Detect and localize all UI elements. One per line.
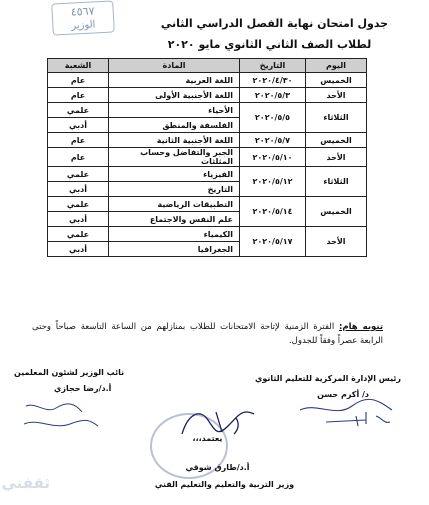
section-cell: عام	[48, 73, 109, 88]
subject-cell: علم النفس والاجتماع	[109, 212, 240, 227]
date-cell: ٢٠٢٠/٥/١٤	[240, 197, 306, 227]
important-note	[32, 320, 383, 348]
right-signature-scribble	[296, 396, 411, 430]
section-cell: أدبي	[48, 212, 109, 227]
table-row	[48, 227, 367, 242]
table-header-row	[48, 59, 367, 73]
date-cell: ٢٠٢٠/٥/٥	[240, 103, 306, 133]
subject-cell: اللغة الأجنبية الثانية	[109, 133, 240, 148]
subject-cell: الفلسفة والمنطق	[109, 118, 240, 133]
central-admin-title: رئيس الإدارة المركزية للتعليم الثانوي	[255, 374, 401, 383]
subject-cell: اللغة الأجنبية الأولى	[109, 88, 240, 103]
date-cell: ٢٠٢٠/٥/١٧	[240, 227, 306, 257]
section-cell: عام	[48, 148, 109, 167]
subject-cell: التاريخ	[109, 182, 240, 197]
day-cell: الأحد	[306, 88, 367, 103]
central-admin-name: د/ أكرم حسن	[317, 390, 369, 399]
header-day: اليوم	[306, 59, 367, 73]
subject-cell: التطبيقات الرياضية	[109, 197, 240, 212]
day-cell: الأحد	[306, 148, 367, 167]
header-subject: المادة	[109, 59, 240, 73]
day-cell: الثلاثاء	[306, 167, 367, 197]
exam-schedule-table	[47, 58, 367, 257]
table-row	[48, 133, 367, 148]
deputy-minister-name: أ.د/رضا حجازي	[54, 384, 112, 393]
subject-cell: الجبر والتفاضل وحساب المثلثات	[109, 148, 240, 167]
subject-cell: الجغرافيا	[109, 242, 240, 257]
header-date: التاريخ	[240, 59, 306, 73]
section-cell: علمي	[48, 197, 109, 212]
note-text: الفترة الزمنية لإتاحة الامتحانات للطلاب بمنازلهم من الساعة التاسعة صباحاً وحتى الرابعة عصراً وفقاً للجدول.	[32, 322, 383, 346]
table-row	[48, 88, 367, 103]
section-cell: عام	[48, 88, 109, 103]
section-cell: عام	[48, 133, 109, 148]
watermark-logo: ثقفني	[1, 474, 50, 492]
date-cell: ٢٠٢٠/٤/٣٠	[240, 73, 306, 88]
minister-title: وزير التربية والتعليم والتعليم الفني	[154, 480, 295, 489]
table-row	[48, 197, 367, 212]
day-cell: الخميس	[306, 197, 367, 227]
table-row	[48, 103, 367, 118]
page-title: جدول امتحان نهاية الفصل الدراسي الثاني	[160, 17, 389, 30]
date-cell: ٢٠٢٠/٥/١٢	[240, 167, 306, 197]
minister-name: أ.د/طارق شوقي	[185, 463, 250, 472]
approval-text: يعتمد،،،	[192, 434, 223, 443]
subject-cell: الكيمياء	[109, 227, 240, 242]
note-label: تنويه هام:	[338, 322, 384, 332]
table-row	[48, 73, 367, 88]
subject-cell: اللغة العربية	[109, 73, 240, 88]
day-cell: الخميس	[306, 133, 367, 148]
subject-cell: الفيزياء	[109, 167, 240, 182]
day-cell: الخميس	[306, 73, 367, 88]
date-cell: ٢٠٢٠/٥/٧	[240, 133, 306, 148]
section-cell: أدبي	[48, 118, 109, 133]
table-row	[48, 167, 367, 182]
stamp-label: الوزير	[71, 19, 96, 32]
stamp-number: ٤٥٦٧	[70, 4, 95, 19]
date-cell: ٢٠٢٠/٥/١٠	[240, 148, 306, 167]
subject-cell: الأحياء	[109, 103, 240, 118]
section-cell: علمي	[48, 103, 109, 118]
section-cell: أدبي	[48, 182, 109, 197]
date-cell: ٢٠٢٠/٥/٣	[240, 88, 306, 103]
table-row	[48, 148, 367, 167]
section-cell: أدبي	[48, 242, 109, 257]
section-cell: علمي	[48, 167, 109, 182]
day-cell: الثلاثاء	[306, 103, 367, 133]
left-signature-scribble	[16, 398, 106, 432]
day-cell: الأحد	[306, 227, 367, 257]
deputy-minister-title: نائب الوزير لشئون المعلمين	[14, 368, 125, 377]
page-subtitle: لطلاب الصف الثاني الثانوي مايو ٢٠٢٠	[167, 38, 372, 51]
header-section: الشعبة	[48, 59, 109, 73]
section-cell: علمي	[48, 227, 109, 242]
